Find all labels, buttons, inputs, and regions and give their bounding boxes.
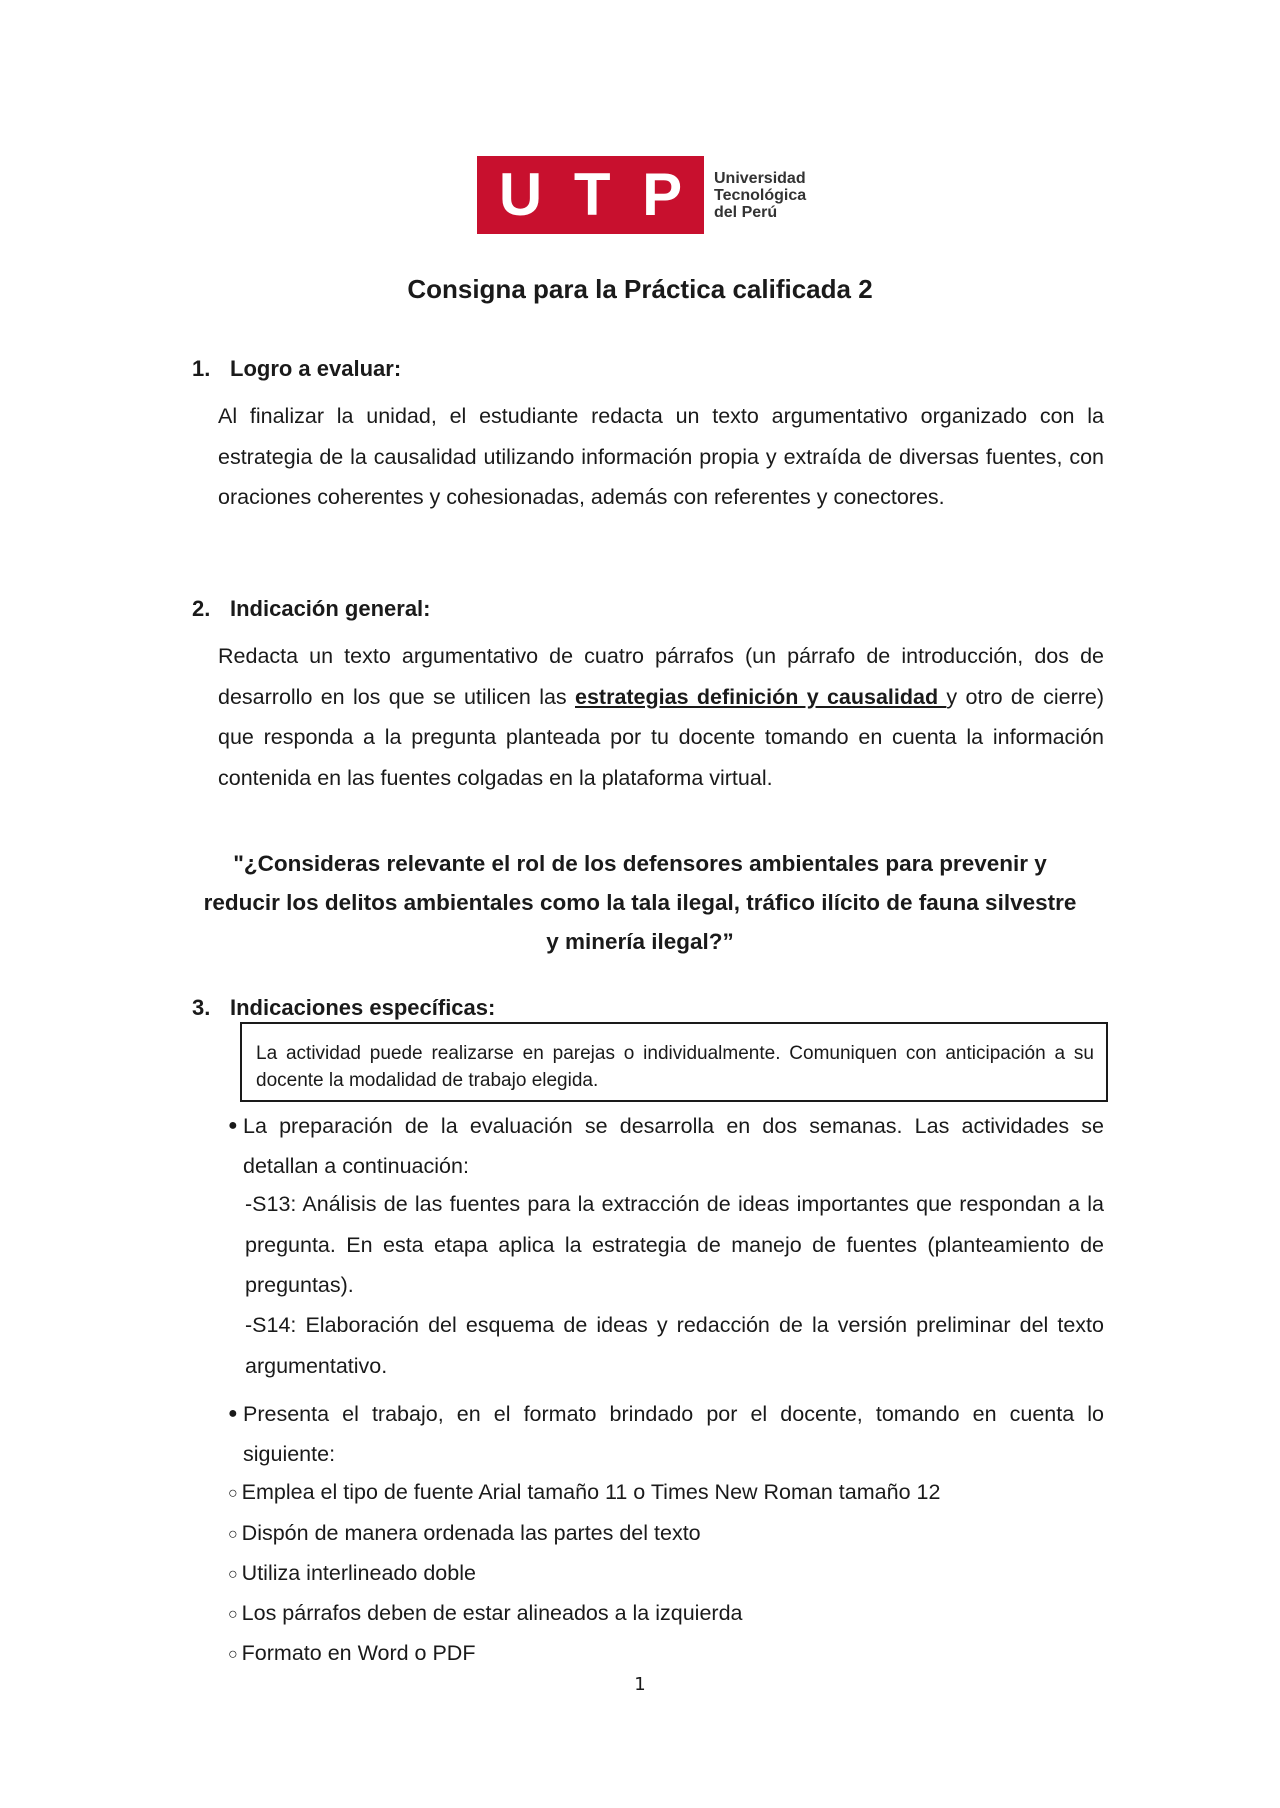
- section-1-text: Al finalizar la unidad, el estudiante redacta un texto argumentativo organizado con la estrategia de la causalidad utilizando información propia y extraída de diversas fuentes, con oraciones coherentes y cohesionadas, además con referentes y conectores.: [218, 404, 1104, 509]
- utp-logo: [477, 156, 814, 234]
- section-1-title: Logro a evaluar:: [230, 356, 402, 381]
- s14-text: -S14: Elaboración del esquema de ideas y redacción de la versión preliminar del texto argumentativo.: [245, 1313, 1104, 1378]
- logo-letter-t: T: [573, 161, 611, 228]
- bullet-2-text: Presenta el trabajo, en el formato brindado por el docente, tomando en cuenta lo siguiente:: [243, 1402, 1104, 1466]
- logo-letter-u: U: [498, 161, 543, 228]
- section-1-number: 1.: [192, 356, 211, 381]
- format-item: [228, 1598, 742, 1630]
- section-3-heading: [192, 995, 495, 1021]
- s13-text: -S13: Análisis de las fuentes para la extracción de ideas importantes que respondan a la pregunta. En esta etapa aplica la estrategia de manejo de fuentes (planteamiento de preguntas).: [245, 1192, 1104, 1297]
- section-2-heading: [192, 596, 431, 622]
- document-title: Consigna para la Práctica calificada 2: [407, 274, 873, 304]
- format-item-text: Formato en Word o PDF: [241, 1641, 476, 1665]
- section-2-text: [218, 636, 1104, 798]
- section-2-number: 2.: [192, 596, 211, 621]
- modality-note-box: La actividad puede realizarse en parejas o individualmente. Comuniquen con anticipación a su docente la modalidad de trabajo elegida.: [240, 1022, 1108, 1102]
- format-item: [228, 1477, 940, 1509]
- logo-line-2: Tecnológica: [714, 186, 807, 204]
- logo-letter-p: P: [642, 161, 683, 228]
- bullet-dot-icon: ●: [228, 1117, 238, 1134]
- format-item-text: Emplea el tipo de fuente Arial tamaño 11 o Times New Roman tamaño 12: [241, 1480, 941, 1504]
- bullet-item: [228, 1106, 1104, 1186]
- page-number: 1: [634, 1674, 646, 1695]
- section-3-title: Indicaciones específicas:: [230, 995, 496, 1020]
- section-1-heading: [192, 356, 401, 382]
- circle-bullet-icon: ○: [228, 1646, 238, 1663]
- utp-logo-mark: [477, 156, 704, 234]
- bullet-item: [228, 1394, 1104, 1474]
- bullet-dot-icon: ●: [228, 1405, 238, 1422]
- bullet-1-text: La preparación de la evaluación se desarrolla en dos semanas. Las actividades se detallan a continuación:: [243, 1114, 1104, 1178]
- circle-bullet-icon: ○: [228, 1606, 238, 1623]
- section-2-emphasis: estrategias definición y causalidad: [575, 684, 947, 709]
- format-item-text: Utiliza interlineado doble: [241, 1561, 476, 1585]
- format-item-text: Dispón de manera ordenada las partes del texto: [241, 1521, 701, 1545]
- format-item: [228, 1518, 701, 1550]
- format-item: [228, 1638, 475, 1670]
- section-3-number: 3.: [192, 995, 211, 1020]
- section-2-text-before: Redacta un texto argumentativo de cuatro párrafos (un párrafo de introducción, dos de desarrollo en los que se utilicen las: [218, 644, 1104, 709]
- circle-bullet-icon: ○: [228, 1485, 238, 1502]
- circle-bullet-icon: ○: [228, 1526, 238, 1543]
- logo-line-1: Universidad: [714, 169, 806, 187]
- format-item: [228, 1558, 476, 1590]
- section-2-title: Indicación general:: [230, 596, 431, 621]
- guiding-question: "¿Consideras relevante el rol de los defensores ambientales para prevenir y reducir los delitos ambientales como la tala ilegal, tráfico ilícito de fauna silvestre y minería ilegal?”: [203, 851, 1077, 954]
- utp-logo-wordmark: [714, 170, 814, 221]
- format-item-text: Los párrafos deben de estar alineados a la izquierda: [241, 1601, 743, 1625]
- logo-line-3: del Perú: [714, 203, 778, 221]
- circle-bullet-icon: ○: [228, 1566, 238, 1583]
- section-2-text-after: y otro de cierre) que responda a la pregunta planteada por tu docente tomando en cuenta la información contenida en las fuentes colgadas en la plataforma virtual.: [218, 684, 1104, 790]
